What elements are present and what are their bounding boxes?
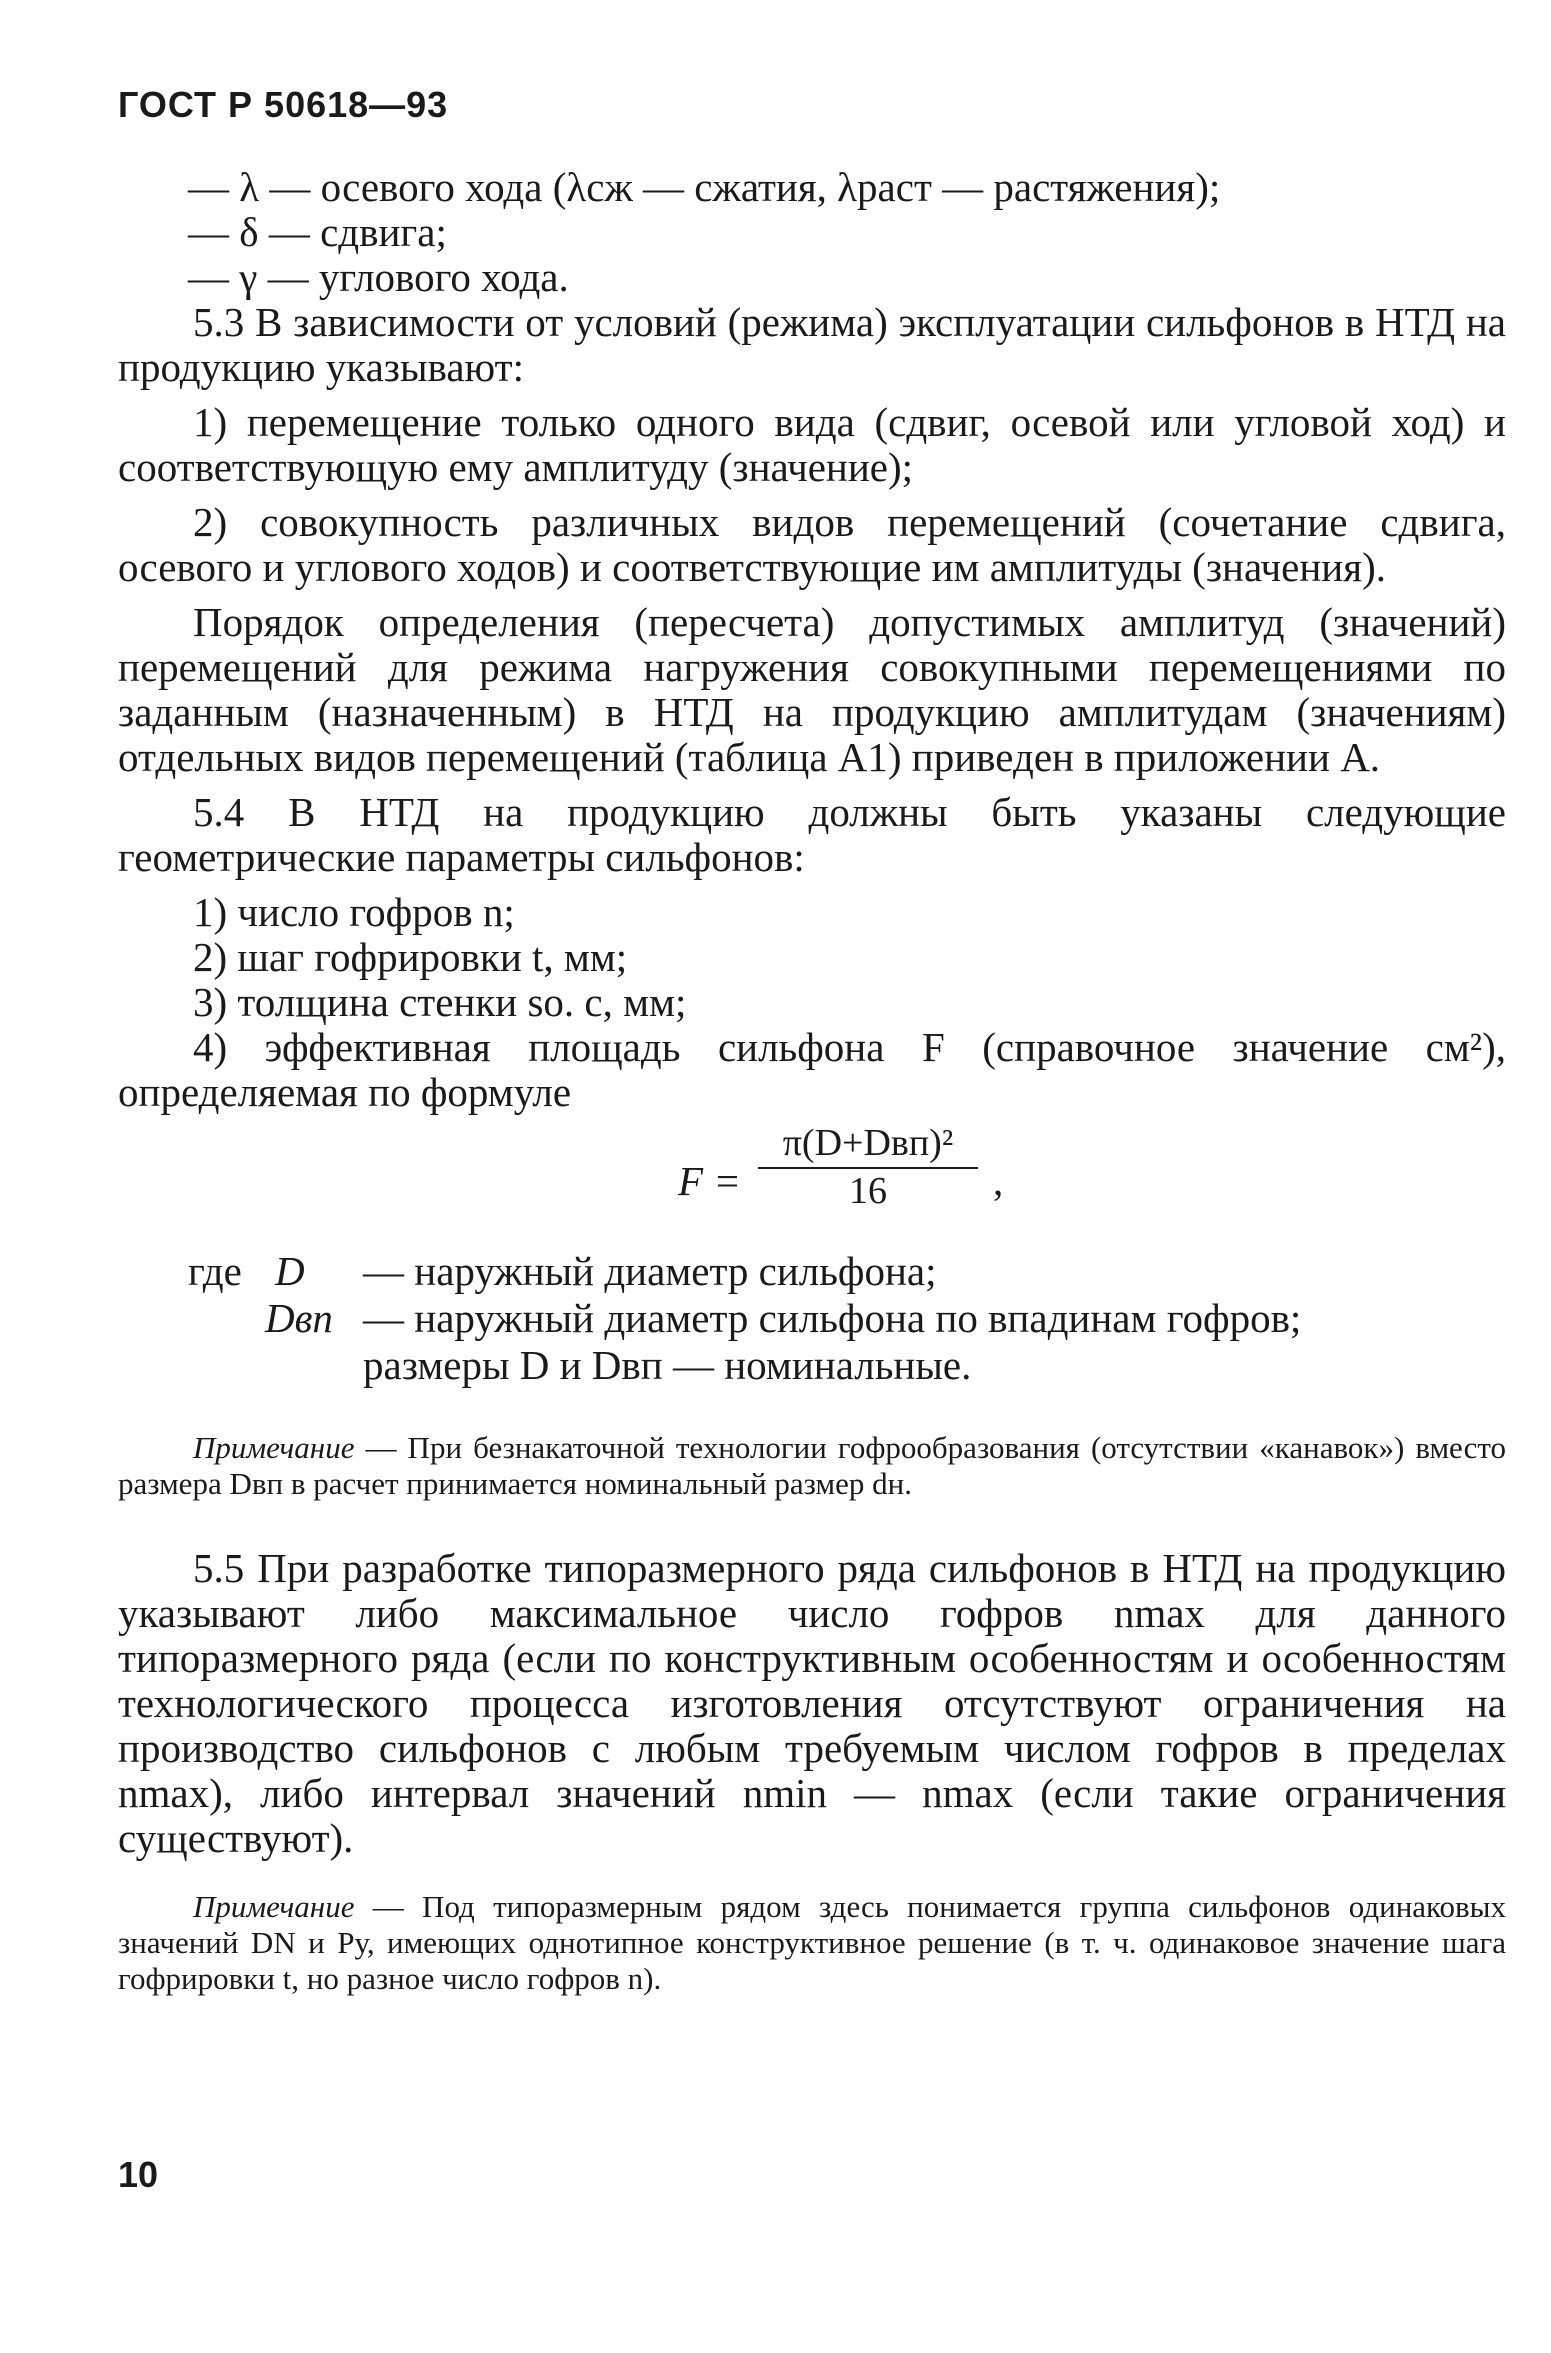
formula-denominator: 16: [849, 1170, 887, 1212]
section-5-3-item-1: 1) перемещение только одного вида (сдвиг, осевой или угловой ход) и соответствующую ему амплитуду (значение);: [118, 399, 1506, 490]
section-5-5-paragraph: 5.5 При разработке типоразмерного ряда сильфонов в НТД на продукцию указывают либо максимальное число гофров nmax для данного типоразмерного ряда (если по конструктивным особенностям и особенностям технологического процесса изготовления отсутствуют ограничения на производство сильфонов с любым требуемым числом гофров в пределах nmax), либо интервал значений nmin — nmax (если такие ограничения существуют).: [118, 1545, 1506, 1861]
section-5-3-intro: 5.3 В зависимости от условий (режима) эксплуатации сильфонов в НТД на продукцию указывают:: [118, 299, 1506, 390]
section-5-4-item-1: 1) число гофров n;: [193, 889, 515, 935]
legend-symbol-dvp: Dвп: [265, 1295, 333, 1341]
note-5-4: [118, 1430, 1506, 1502]
legend-row-dvp: [118, 1296, 1506, 1343]
legend-nominal: размеры D и Dвп — номинальные.: [363, 1342, 972, 1388]
document-body: [118, 165, 1506, 1997]
section-5-4-item-4: 4) эффективная площадь сильфона F (справочное значение см²), определяемая по формуле: [118, 1024, 1506, 1115]
list-item-shear: — δ — сдвига;: [188, 209, 447, 255]
page-number: 10: [118, 2154, 159, 2195]
note-text: — Под типоразмерным рядом здесь понимается группа сильфонов одинаковых значений DN и Pу, имеющих однотипное конструктивное решение (в т. ч. одинаковое значение шага гофрировки t, но разное число гофров n).: [118, 1889, 1506, 1996]
formula-numerator: π(D+Dвп)²: [758, 1121, 978, 1169]
legend-symbol-d: D: [275, 1248, 305, 1294]
legend-desc-dvp: — наружный диаметр сильфона по впадинам гофров;: [363, 1295, 1302, 1341]
legend-row-nominal: [118, 1343, 1506, 1390]
section-5-4-item-2: 2) шаг гофрировки t, мм;: [193, 934, 628, 980]
formula-comma: ,: [993, 1158, 1004, 1204]
note-text: — При безнакаточной технологии гофрообразования (отсутствии «канавок») вместо размера Dвп в расчет принимается номинальный размер dн.: [118, 1430, 1506, 1501]
legend-where: где: [188, 1248, 242, 1294]
legend-row-d: [118, 1249, 1506, 1296]
section-5-3-paragraph: Порядок определения (пересчета) допустимых амплитуд (значений) перемещений для режима нагружения совокупными перемещениями по заданным (назначенным) в НТД на продукцию амплитудам (значениям) отдельных видов перемещений (таблица А1) приведен в приложении А.: [118, 599, 1506, 780]
section-5-4-item-3: 3) толщина стенки sо. с, мм;: [193, 979, 687, 1025]
note-label: Примечание: [193, 1430, 355, 1465]
note-label: Примечание: [193, 1889, 355, 1924]
area-formula: [118, 1121, 1506, 1241]
note-5-5: [118, 1889, 1506, 1997]
list-item-angular: — γ — углового хода.: [188, 254, 569, 300]
formula-fraction: [758, 1121, 978, 1213]
list-item-axial: — λ — осевого хода (λсж — сжатия, λраст — растяжения);: [188, 164, 1221, 210]
section-5-4-intro: 5.4 В НТД на продукцию должны быть указаны следующие геометрические параметры сильфонов:: [118, 789, 1506, 880]
legend-desc-d: — наружный диаметр сильфона;: [363, 1248, 937, 1294]
document-header: ГОСТ Р 50618—93: [118, 84, 449, 125]
formula-legend: [118, 1249, 1506, 1390]
formula-lhs: F =: [678, 1158, 741, 1204]
section-5-3-item-2: 2) совокупность различных видов перемещений (сочетание сдвига, осевого и углового ходов) и соответствующие им амплитуды (значения).: [118, 499, 1506, 590]
